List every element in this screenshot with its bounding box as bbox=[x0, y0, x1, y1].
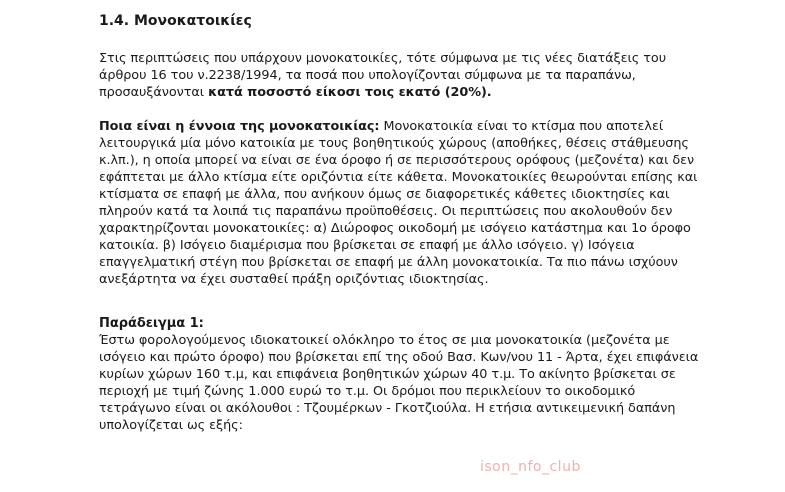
watermark-text: ison_nfo_club bbox=[480, 459, 581, 475]
example-paragraph: Έστω φορολογούμενος ιδιοκατοικεί ολόκληρο το έτος σε μια μονοκατοικία (μεζονέτα με ισόγειο και πρώτο όροφο) που βρίσκεται επί της οδού Βασ. Κων/νου 11 - Άρτα, έχει επιφάνεια κυρίων χώρων 160 τ.μ, και επιφάνεια βοηθητικών χώρων 40 τ.μ. Το ακίνητο βρίσκεται σε περιοχή με τιμή ζώνης 1.000 ευρώ το τ.μ. Οι δρόμοι που περικλείουν το οικοδομικό τετράγωνο είναι οι ακόλουθοι : Τζουμέρκων - Γκοτζιούλα. Η ετήσια αντικειμενική δαπάνη υπολογίζεται ως εξής: bbox=[99, 333, 699, 433]
section-heading: 1.4. Μονοκατοικίες bbox=[99, 13, 252, 29]
intro-text: Στις περιπτώσεις που υπάρχουν μονοκατοικίες, τότε σύμφωνα με τις νέες διατάξεις του άρθρου 16 του ν.2238/1994, τα ποσά που υπολογίζονται σύμφωνα με τα παραπάνω, προσαυξάνονται bbox=[99, 51, 667, 100]
document-page bbox=[99, 12, 699, 434]
intro-emphasis: κατά ποσοστό είκοσι τοις εκατό (20%). bbox=[208, 85, 492, 100]
definition-text: Μονοκατοικία είναι το κτίσμα που αποτελεί λειτουργικά μία μόνο κατοικία με τους βοηθητικούς χώρους (αποθήκες, θέσεις στάθμευσης κ.λπ.), η οποία μπορεί να είναι σε ένα όροφο ή σε περισσότερους ορόφους (μεζονέτα) και δεν εφάπτεται με άλλο κτίσμα είτε οριζόντια είτε κάθετα. Μονοκατοικίες θεωρούνται επίσης και κτίσματα σε επαφή με άλλα, που ανήκουν όμως σε διαφορετικές κάθετες ιδιοκτησίες και πληρούν κατά τα λοιπά τις παραπάνω προϋποθέσεις. Οι περιπτώσεις που ακολουθούν δεν χαρακτηρίζονται μονοκατοικίες: α) Διώροφος οικοδομή με ισόγειο κατάστημα και 1ο όροφο κατοικία. β) Ισόγειο διαμέρισμα που βρίσκεται σε επαφή με άλλο ισόγειο. γ) Ισόγεια επαγγελματική στέγη που βρίσκεται σε επαφή με άλλη μονοκατοικία. Τα πιο πάνω ισχύουν ανεξάρτητα να έχει συσταθεί πράξη οριζόντιας ιδιοκτησίας. bbox=[99, 119, 698, 287]
example-heading: Παράδειγμα 1: bbox=[99, 316, 204, 331]
definition-label: Ποια είναι η έννοια της μονοκατοικίας: bbox=[99, 119, 380, 134]
definition-paragraph bbox=[99, 118, 699, 288]
intro-paragraph bbox=[99, 50, 699, 101]
